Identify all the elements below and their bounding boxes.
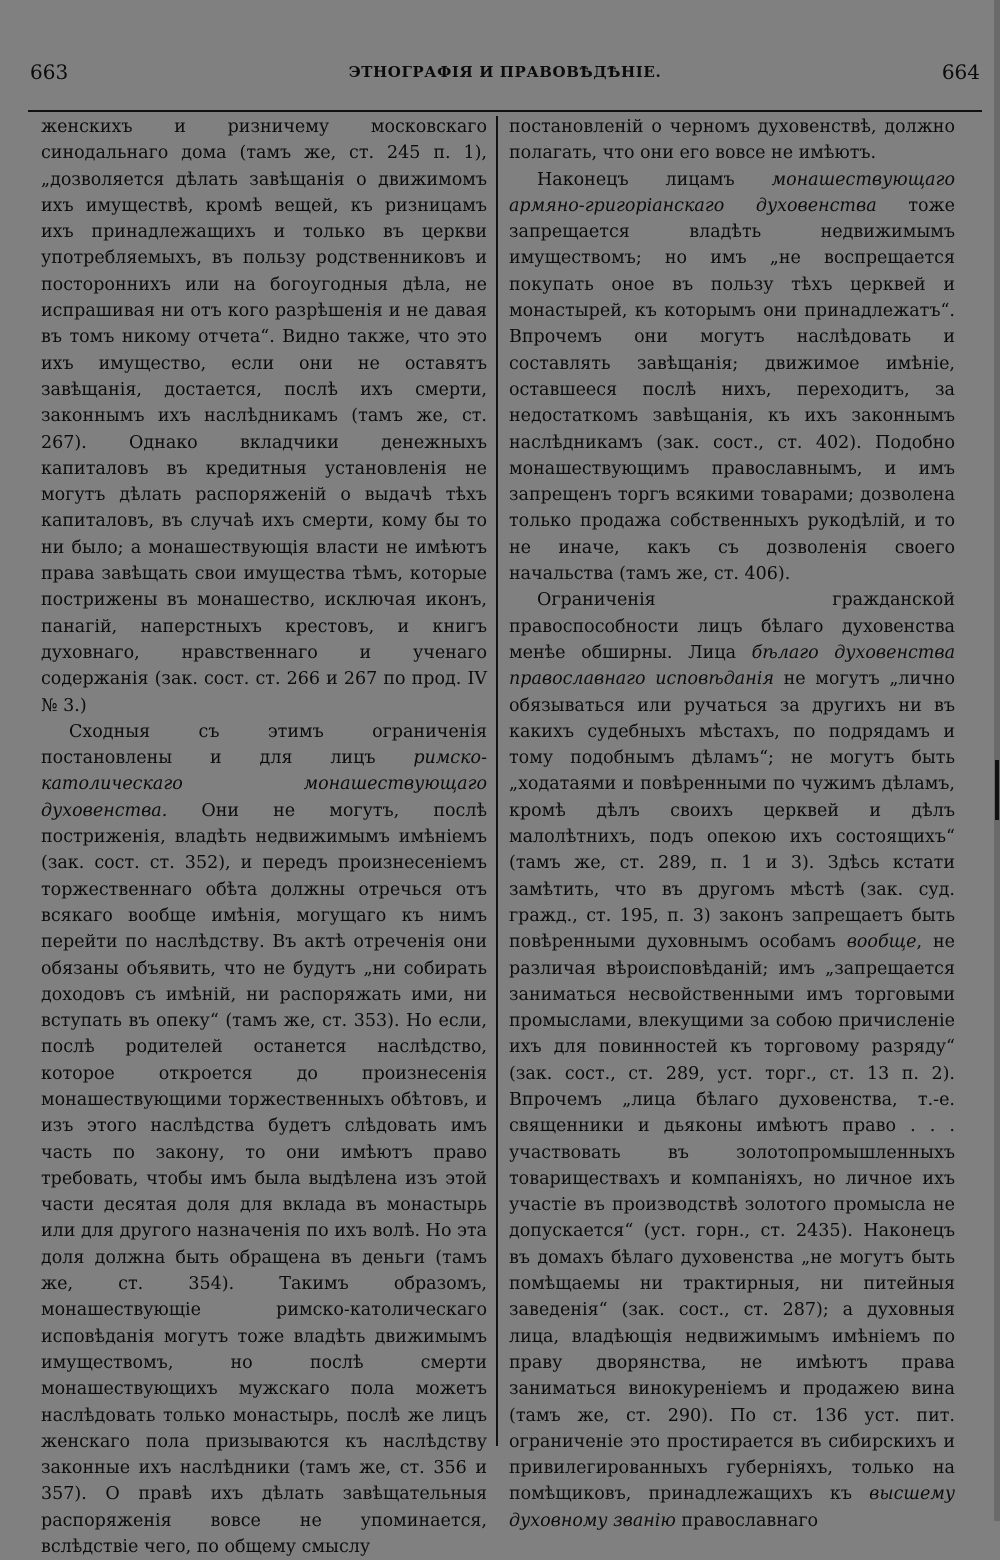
italic-term: вообще [846, 932, 917, 953]
paragraph [41, 719, 487, 1560]
paragraph [41, 114, 487, 719]
paragraph-text: православнаго [675, 1510, 819, 1531]
page-edge [994, 0, 1000, 1521]
italic-term: монашествующаго армяно-григоріанскаго духовенства [509, 169, 955, 216]
paragraph-text: женскихъ и ризничему московскаго синодальнаго дома (тамъ же, ст. 245 п. 1), „дозволяется дѣлать завѣщанія о движимомъ ихъ имуществѣ, кромѣ вещей, къ ризницамъ ихъ принадлежащихъ и только въ церкви употребляемыхъ, въ пользу родственниковъ и постороннихъ или на богоугодныя дѣла, не испрашивая ни отъ кого разрѣшенія и не давая въ томъ никому отчета“. Видно также, что это ихъ имущество, если они не оставятъ завѣщанія, достается, послѣ ихъ смерти, законнымъ ихъ наслѣдникамъ (тамъ же, ст. 267). Однако вкладчики денежныхъ капиталовъ въ кредитныя установленія не могутъ дѣлать распоряженій о выдачѣ тѣхъ капиталовъ, въ случаѣ ихъ смерти, кому бы то ни было; а монашествующія власти не имѣютъ права завѣщать свои имущества тѣмъ, которые пострижены въ монашество, исключая иконъ, панагій, наперстныхъ крестовъ, и книгъ духовнаго, нравственнаго и ученаго содержанія (зак. сост. ст. 266 и 267 по прод. IV № 3.) [41, 117, 487, 716]
italic-term: высшему духовному званію [509, 1484, 955, 1531]
paragraph [509, 587, 955, 1534]
paragraph-text: Они не могутъ, послѣ постриженія, владѣть недвижимымъ имѣніемъ (зак. сост. ст. 352), и передъ произнесеніемъ торжественнаго обѣта должны отречься отъ всякаго вообще имѣнія, могущаго къ нимъ перейти по наслѣдству. Въ актѣ отреченія они обязаны объявить, что не будутъ „ни собирать доходовъ съ имѣній, ни распоряжать ими, ни вступать въ опеку“ (тамъ же, ст. 353). Но если, послѣ родителей останется наслѣдство, которое откроется до произнесенія монашествующими торжественныхъ обѣтовъ, и изъ этого наслѣдства будетъ слѣдовать имъ часть по закону, то они имѣютъ право требовать, чтобы имъ была выдѣлена изъ этой части десятая доля для вклада въ монастырь или для другого назначенія по ихъ волѣ. Но эта доля должна быть обращена въ деньги (тамъ же, ст. 354). Такимъ образомъ, монашествующіе римско-католическаго исповѣданія могутъ тоже владѣть движимымъ имуществомъ, но послѣ смерти монашествующихъ мужскаго пола можетъ наслѣдовать только монастырь, послѣ же лицъ женскаго пола призываются къ наслѣдству законные ихъ наслѣдники (тамъ же, ст. 356 и 357). О правѣ ихъ дѣлать завѣщательныя распоряженія вовсе не упоминается, вслѣдствіе чего, по общему смыслу [41, 800, 487, 1558]
page-header [30, 60, 980, 90]
paragraph-text: Ограниченія гражданской правоспособности лицъ бѣлаго духовенства менѣе обширны. Лица [509, 590, 955, 663]
paragraph [509, 167, 955, 588]
paragraph-text: постановленій о черномъ духовенствѣ, должно полагать, что они его вовсе не имѣютъ. [509, 117, 955, 164]
left-column [41, 114, 487, 1560]
header-rule [28, 110, 982, 112]
running-title: ЭТНОГРАФІЯ И ПРАВОВѢДѢНІЕ. [348, 63, 662, 81]
paragraph-text: Сходныя съ этимъ ограниченія постановлены и для лицъ [41, 721, 487, 769]
column-divider [496, 116, 498, 1446]
paragraph-text: , не различая вѣроисповѣданій; имъ „запрещается заниматься несвойственными имъ торговыми промыслами, влекущими за собою причисленіе ихъ для повинностей къ торговому разряду“ (зак. сост., ст. 289, уст. торг., ст. 13 п. 2). Впрочемъ „лица бѣлаго духовенства, т.-е. священники и дьяконы имѣютъ право . . . участвовать въ золотопромышленныхъ товариществахъ и компаніяхъ, но личное ихъ участіе въ производствѣ золотого промысла не допускается“ (уст. горн., ст. 2435). Наконецъ въ домахъ бѣлаго духовенства „не могутъ быть помѣщаемы ни трактирныя, ни питейныя заведенія“ (зак. сост., ст. 287); а духовныя лица, владѣющія недвижимымъ имѣніемъ по праву дворянства, не имѣютъ права заниматься винокуреніемъ и продажею вина (тамъ же, ст. 290). По ст. 136 уст. пит. ограниченіе это простирается въ сибирскихъ и привилегированныхъ губерніяхъ, только на помѣщиковъ, принадлежащихъ къ [509, 932, 955, 1505]
right-column [509, 114, 955, 1534]
paragraph-text: не могутъ „лично обязываться или ручаться за другихъ ни въ какихъ судебныхъ мѣстахъ, по подрядамъ и тому подобнымъ дѣламъ“; не могутъ быть „ходатаями и повѣренными по чужимъ дѣламъ, кромѣ дѣлъ своихъ церквей и дѣлъ малолѣтнихъ, подъ опекою ихъ состоящихъ“ (тамъ же, ст. 289, п. 1 и 3). Здѣсь кстати замѣтить, что въ другомъ мѣстѣ (зак. суд. гражд., ст. 195, п. 3) законъ запрещаетъ быть повѣренными духовнымъ особамъ [509, 669, 955, 953]
page-number-right: 664 [941, 60, 980, 84]
paragraph-text: Наконецъ лицамъ [537, 169, 772, 190]
page-number-left: 663 [30, 60, 69, 84]
paragraph-text: тоже запрещается владѣть недвижимымъ имуществомъ; но имъ „не воспрещается покупать оное въ пользу тѣхъ церквей и монастырей, къ которымъ они принадлежатъ“. Впрочемъ они могутъ наслѣдовать и составлять завѣщанія; движимое имѣніе, оставшееся послѣ нихъ, переходитъ, за недостаткомъ завѣщанія, къ ихъ законнымъ наслѣдникамъ (зак. сост., ст. 402). Подобно монашествующимъ православнымъ, и имъ запрещенъ торгъ всякими товарами; дозволена только продажа собственныхъ рукодѣлій, и то не иначе, какъ съ дозволенія своего начальства (тамъ же, ст. 406). [509, 195, 955, 585]
paragraph [509, 114, 955, 167]
italic-term: бѣлаго духовенства православнаго исповѣданія [509, 642, 956, 690]
edge-mark [995, 760, 999, 820]
italic-term: римско-католическаго монашествующаго духовенства. [41, 748, 487, 821]
